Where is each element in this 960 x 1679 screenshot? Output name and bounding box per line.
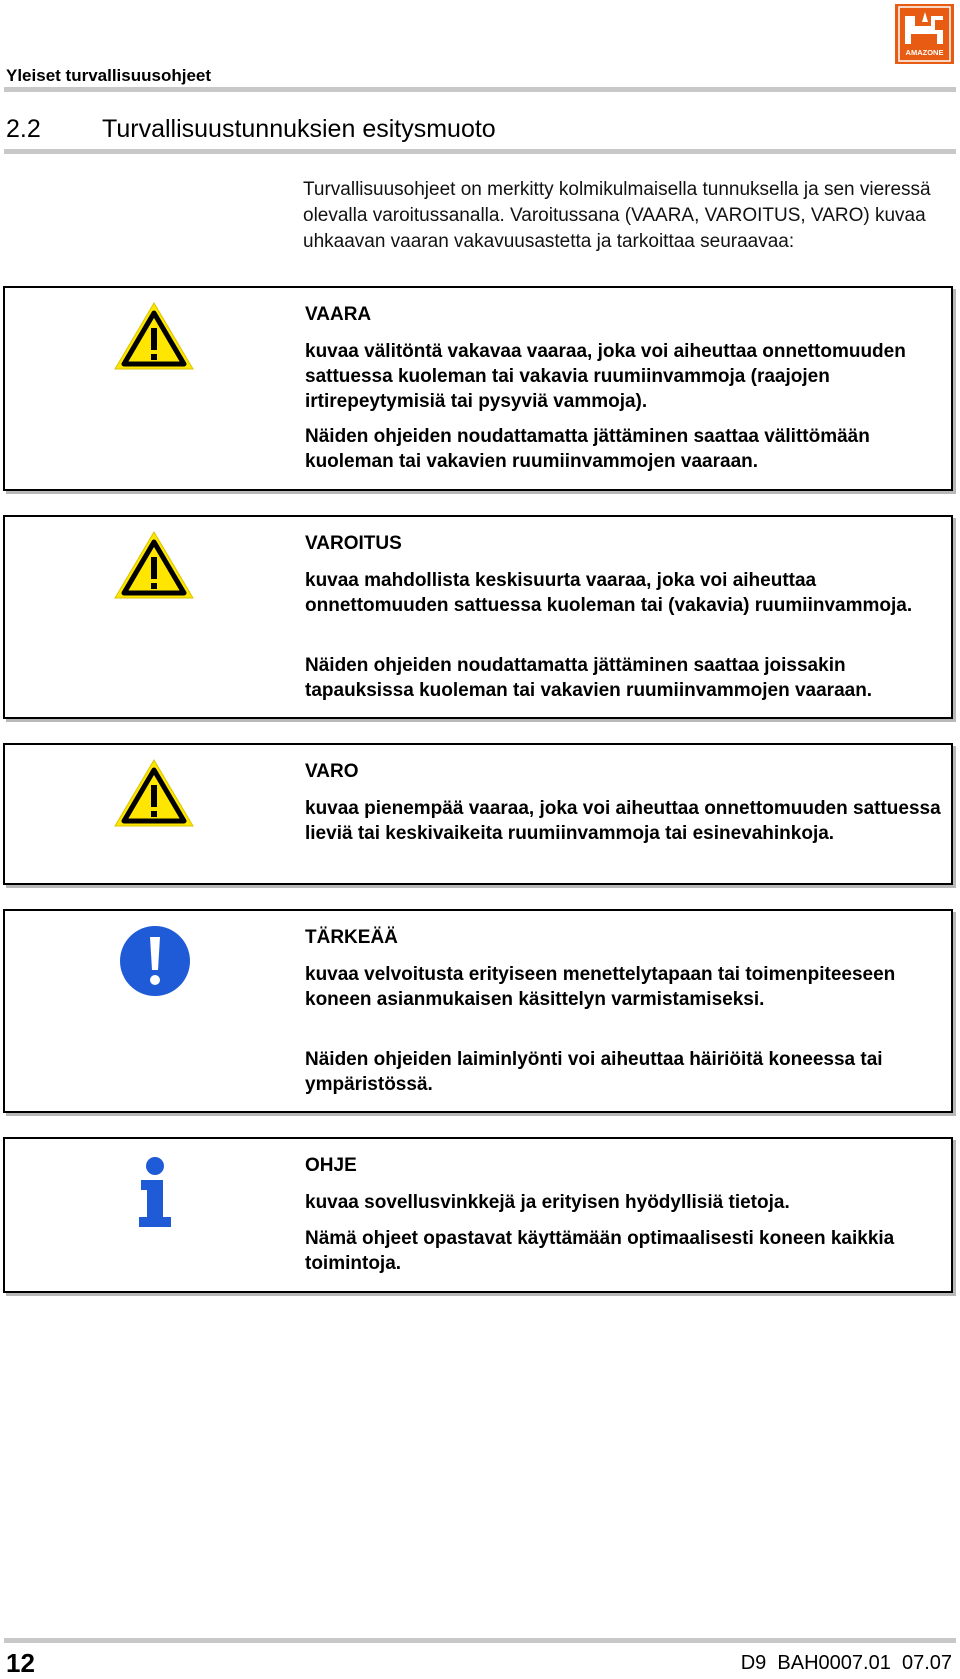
signal-word: VARO [305,761,359,782]
intro-paragraph: Turvallisuusohjeet on merkitty kolmikulmaisella tunnuksella ja sen vieressä olevalla varoitussanalla. Varoitussana (VAARA, VAROITUS, VARO) kuvaa uhkaavan vaaran vakavuusastetta ja tarkoittaa seuraavaa: [303,179,931,252]
signal-word: TÄRKEÄÄ [305,927,398,948]
exclamation-circle-icon [119,925,191,1002]
section-rule [4,149,956,154]
signal-word: OHJE [305,1155,357,1176]
safety-box-tarkeaa [3,909,953,1113]
safety-box-varo [3,743,953,885]
section-title: Turvallisuustunnuksien esitysmuoto [102,115,496,143]
safety-box-varoitus [3,515,953,719]
header-rule [4,87,956,92]
description-text: kuvaa välitöntä vakavaa vaaraa, joka voi aiheuttaa onnettomuuden sattuessa kuoleman tai vakavia ruumiinvammoja (raajojen irtirepeytymisiä tai pysyviä vammoja). [305,341,906,412]
consequence-text: Näiden ohjeiden laiminlyönti voi aiheuttaa häiriöitä koneessa tai ympäristössä. [305,1049,883,1095]
description-text: kuvaa pienempää vaaraa, joka voi aiheuttaa onnettomuuden sattuessa lieviä tai keskivaikeita ruumiinvammoja tai esinevahinkoja. [305,798,941,844]
safety-box-ohje [3,1137,953,1293]
signal-word: VAROITUS [305,533,402,554]
info-icon [135,1157,175,1234]
document-id: D9 BAH0007.01 07.07 [740,1652,952,1674]
warning-triangle-icon [112,529,196,606]
tip-text: Nämä ohjeet opastavat käyttämään optimaalisesti koneen kaikkia toimintoja. [305,1228,895,1274]
amazone-logo [895,4,954,64]
signal-word: VAARA [305,304,372,325]
footer-rule [4,1638,956,1643]
page-number: 12 [6,1648,35,1678]
consequence-text: Näiden ohjeiden noudattamatta jättäminen saattaa joissakin tapauksissa kuoleman tai vakavien ruumiinvammojen vaaraan. [305,655,873,701]
consequence-text: Näiden ohjeiden noudattamatta jättäminen saattaa välittömään kuoleman tai vakavien ruumiinvammojen vaaraan. [305,426,870,472]
description-text: kuvaa sovellusvinkkejä ja erityisen hyödyllisiä tietoja. [305,1192,790,1213]
warning-triangle-icon [112,300,196,377]
description-text: kuvaa mahdollista keskisuurta vaaraa, joka voi aiheuttaa onnettomuuden sattuessa kuoleman tai (vakavia) ruumiinvammoja. [305,570,913,616]
safety-box-vaara [3,286,953,491]
header-title: Yleiset turvallisuusohjeet [6,66,212,85]
section-number: 2.2 [6,115,41,143]
description-text: kuvaa velvoitusta erityiseen menettelytapaan tai toimenpiteeseen koneen asianmukaisen käsittelyn varmistamiseksi. [305,964,896,1010]
logo-text: AMAZONE [905,48,944,57]
warning-triangle-icon [112,757,196,834]
